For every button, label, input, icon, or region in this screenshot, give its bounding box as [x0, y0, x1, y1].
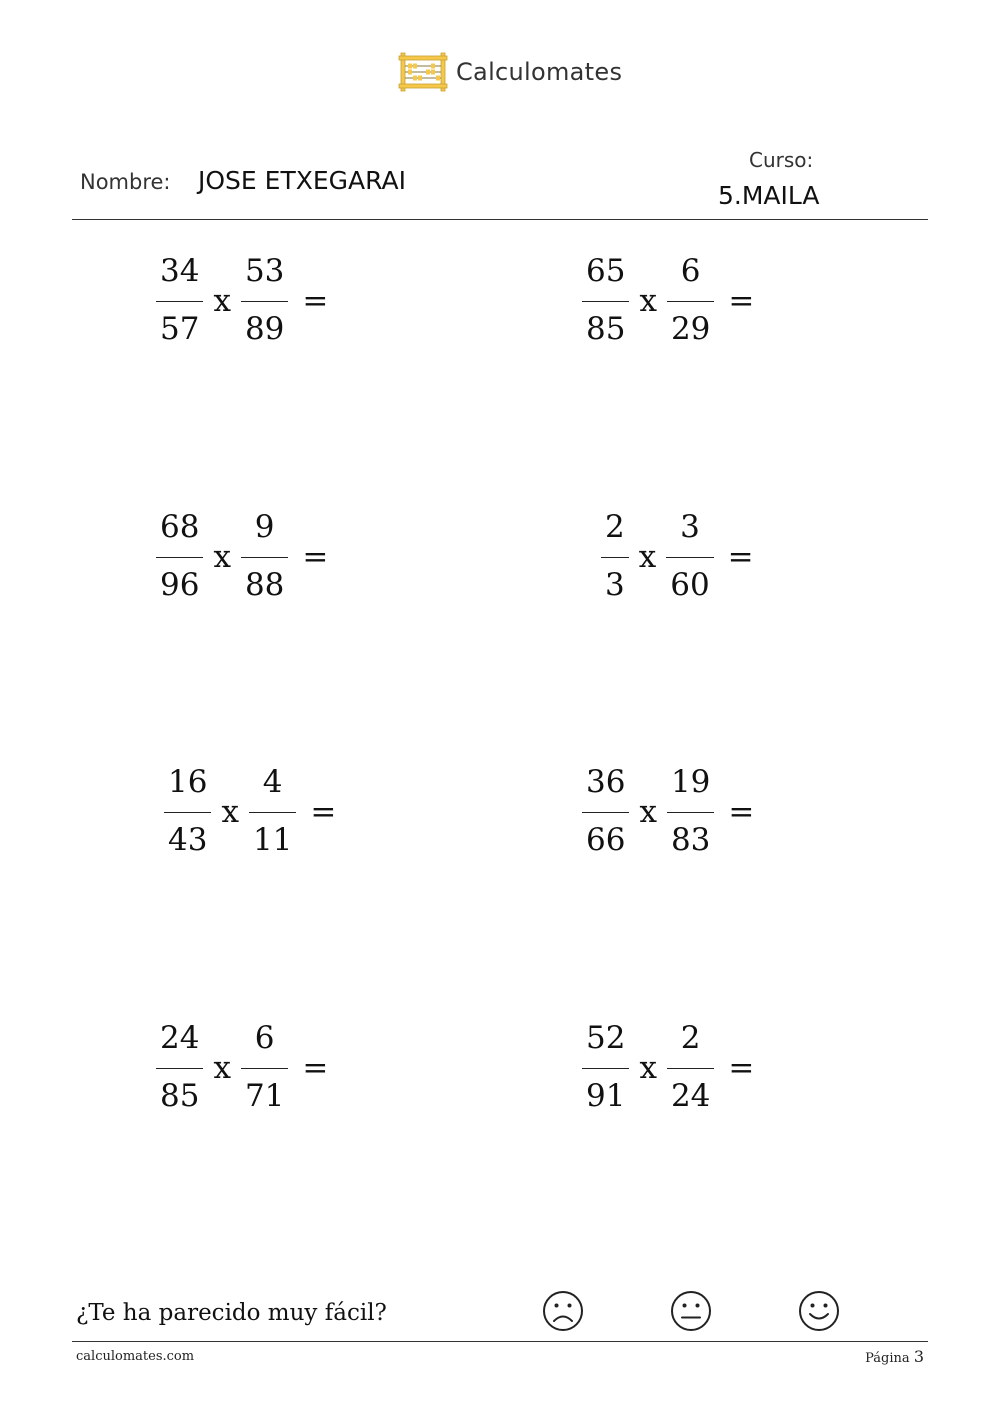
numerator: 34: [160, 253, 200, 289]
denominator: 89: [244, 311, 285, 347]
multiply-sign: x: [638, 538, 657, 575]
equals-sign: =: [728, 1049, 755, 1086]
name-label: Nombre:: [80, 170, 171, 194]
footer-site: calculomates.com: [76, 1349, 195, 1364]
denominator: 85: [586, 311, 626, 347]
problem-1: [156, 253, 329, 347]
fraction-a: [156, 253, 203, 347]
denominator: 29: [670, 311, 711, 347]
numerator: 52: [586, 1020, 626, 1056]
problem-7: [156, 1020, 329, 1114]
problem-5: [164, 764, 337, 858]
fraction-b: [249, 764, 296, 858]
fraction-b: [241, 509, 288, 603]
numerator: 16: [168, 764, 208, 800]
multiply-sign: x: [639, 793, 657, 830]
denominator: 43: [168, 822, 208, 858]
fraction-a: [582, 253, 629, 347]
page-label: Página: [865, 1351, 910, 1366]
denominator: 60: [670, 567, 710, 603]
fraction-b: [666, 509, 713, 603]
name-value[interactable]: JOSE ETXEGARAI: [198, 166, 406, 195]
denominator: 11: [252, 822, 293, 858]
denominator: 85: [160, 1078, 200, 1114]
multiply-sign: x: [639, 282, 657, 319]
denominator: 66: [586, 822, 626, 858]
equals-sign: =: [728, 282, 755, 319]
footer-divider: [72, 1341, 928, 1342]
numerator: 2: [680, 1020, 701, 1056]
multiply-sign: x: [639, 1049, 657, 1086]
fraction-a: [156, 1020, 203, 1114]
curso-label: Curso:: [749, 148, 814, 172]
problem-3: [156, 509, 329, 603]
brand-logo: [398, 50, 622, 94]
curso-value[interactable]: 5.MAILA: [718, 181, 820, 210]
fraction-a: [164, 764, 211, 858]
problem-6: [582, 764, 755, 858]
denominator: 96: [160, 567, 200, 603]
problem-2: [582, 253, 755, 347]
happy-face-icon[interactable]: [798, 1290, 840, 1332]
fraction-a: [582, 764, 629, 858]
fraction-b: [667, 253, 714, 347]
page-number: 3: [913, 1347, 924, 1366]
numerator: 6: [254, 1020, 275, 1056]
numerator: 65: [586, 253, 626, 289]
fraction-b: [667, 764, 714, 858]
numerator: 19: [670, 764, 711, 800]
fraction-b: [241, 1020, 288, 1114]
multiply-sign: x: [213, 538, 231, 575]
denominator: 91: [586, 1078, 626, 1114]
numerator: 3: [680, 509, 700, 545]
numerator: 68: [160, 509, 200, 545]
denominator: 57: [160, 311, 200, 347]
numerator: 36: [586, 764, 626, 800]
multiply-sign: x: [213, 1049, 231, 1086]
neutral-face-icon[interactable]: [670, 1290, 712, 1332]
equals-sign: =: [302, 1049, 329, 1086]
numerator: 4: [262, 764, 283, 800]
fraction-a: [582, 1020, 629, 1114]
equals-sign: =: [302, 538, 329, 575]
denominator: 71: [244, 1078, 285, 1114]
header-divider: [72, 219, 928, 220]
problem-4: [601, 509, 754, 603]
numerator: 53: [244, 253, 285, 289]
equals-sign: =: [310, 793, 337, 830]
equals-sign: =: [728, 793, 755, 830]
numerator: 9: [254, 509, 275, 545]
feedback-question: ¿Te ha parecido muy fácil?: [76, 1300, 387, 1326]
page-indicator: [865, 1347, 924, 1366]
problem-8: [582, 1020, 755, 1114]
sad-face-icon[interactable]: [542, 1290, 584, 1332]
numerator: 6: [680, 253, 701, 289]
denominator: 88: [244, 567, 285, 603]
denominator: 24: [670, 1078, 711, 1114]
equals-sign: =: [302, 282, 329, 319]
brand-name: Calculomates: [456, 58, 623, 86]
fraction-a: [601, 509, 629, 603]
fraction-b: [241, 253, 288, 347]
fraction-a: [156, 509, 203, 603]
numerator: 2: [605, 509, 625, 545]
equals-sign: =: [727, 538, 754, 575]
abacus-icon: [398, 50, 448, 94]
denominator: 3: [605, 567, 625, 603]
multiply-sign: x: [221, 793, 239, 830]
multiply-sign: x: [213, 282, 231, 319]
denominator: 83: [670, 822, 711, 858]
numerator: 24: [160, 1020, 200, 1056]
fraction-b: [667, 1020, 714, 1114]
